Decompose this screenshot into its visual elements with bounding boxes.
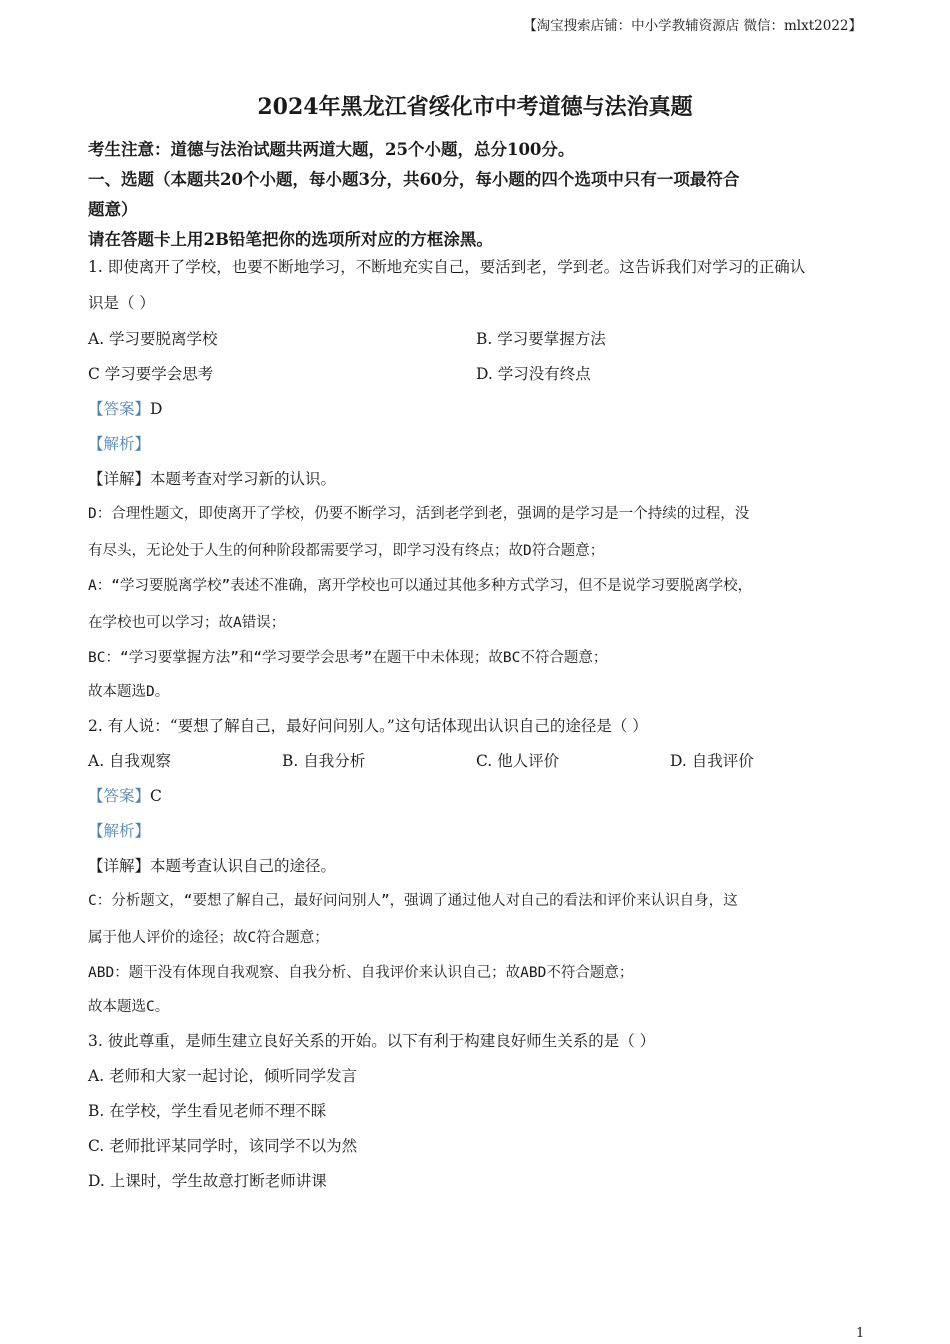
answer-label: 【答案】 [88, 400, 151, 418]
q3-option-a: A. 老师和大家一起讨论，倾听同学发言 [88, 1067, 358, 1085]
q2-analysis-line1: C：分析题文，“要想了解自己，最好问问别人”，强调了通过他人对自己的看法和评价来认识自身，这 [88, 893, 738, 909]
q1-analysis-line5: BC：“学习要掌握方法”和“学习要学会思考”在题干中未体现；故BC不符合题意； [88, 650, 608, 666]
q1-analysis-label: 【解析】 [88, 435, 151, 453]
q2-stem: 2. 有人说：“要想了解自己，最好问问别人。”这句话体现出认识自己的途径是（ ） [88, 717, 648, 735]
q2-detail: 【详解】本题考查认识自己的途径。 [88, 857, 337, 875]
q2-option-b: B. 自我分析 [282, 752, 366, 770]
section-instruction: 请在答题卡上用2B铅笔把你的选项所对应的方框涂黑。 [88, 230, 493, 249]
answer-label: 【答案】 [88, 787, 151, 805]
q1-detail: 【详解】本题考查对学习新的认识。 [88, 470, 337, 488]
q1-stem-line1: 1. 即使离开了学校，也要不断地学习，不断地充实自己，要活到老，学到老。这告诉我们对学习的正确认 [88, 258, 806, 276]
q1-analysis-line6: 故本题选D。 [88, 684, 170, 700]
q1-answer-value: D [150, 400, 163, 418]
q1-stem-line2: 识是（ ） [88, 294, 155, 312]
q2-analysis-line4: 故本题选C。 [88, 999, 170, 1015]
page-title: 2024年黑龙江省绥化市中考道德与法治真题 [257, 94, 693, 120]
section-heading-line1: 一、选题（本题共20个小题，每小题3分，共60分，每小题的四个选项中只有一项最符合 [88, 170, 740, 189]
q1-option-d: D. 学习没有终点 [476, 365, 591, 383]
page-number: 1 [856, 1326, 865, 1341]
q1-answer [88, 397, 162, 419]
q1-analysis-line2: 有尽头，无论处于人生的何种阶段都需要学习，即学习没有终点；故D符合题意； [88, 543, 605, 559]
q1-option-a: A. 学习要脱离学校 [88, 330, 218, 348]
q2-analysis-line2: 属于他人评价的途径；故C符合题意； [88, 930, 329, 946]
q2-answer [88, 784, 162, 806]
exam-notice: 考生注意：道德与法治试题共两道大题，25个小题，总分100分。 [88, 140, 575, 159]
q2-answer-value: C [150, 787, 162, 805]
q1-analysis-line3: A：“学习要脱离学校”表述不准确，离开学校也可以通过其他多种方式学习，但不是说学习要脱离学校， [88, 578, 753, 594]
q2-analysis-line3: ABD：题干没有体现自我观察、自我分析、自我评价来认识自己；故ABD不符合题意； [88, 965, 634, 981]
q1-option-c: C 学习要学会思考 [88, 365, 214, 383]
q2-option-a: A. 自我观察 [88, 752, 172, 770]
header-note: 【淘宝搜索店铺：中小学教辅资源店 微信：mlxt2022】 [523, 18, 862, 34]
q3-option-d: D. 上课时，学生故意打断老师讲课 [88, 1172, 327, 1190]
q3-option-c: C. 老师批评某同学时，该同学不以为然 [88, 1137, 358, 1155]
q3-stem: 3. 彼此尊重，是师生建立良好关系的开始。以下有利于构建良好师生关系的是（ ） [88, 1032, 656, 1050]
q2-option-d: D. 自我评价 [670, 752, 754, 770]
q2-option-c: C. 他人评价 [476, 752, 560, 770]
q3-option-b: B. 在学校，学生看见老师不理不睬 [88, 1102, 327, 1120]
section-heading-line2: 题意） [88, 200, 138, 219]
q2-analysis-label: 【解析】 [88, 822, 151, 840]
q1-analysis-line1: D：合理性题文，即使离开了学校，仍要不断学习，活到老学到老，强调的是学习是一个持续的过程，没 [88, 506, 750, 522]
q1-option-b: B. 学习要掌握方法 [476, 330, 606, 348]
q1-analysis-line4: 在学校也可以学习；故A错误； [88, 615, 286, 631]
